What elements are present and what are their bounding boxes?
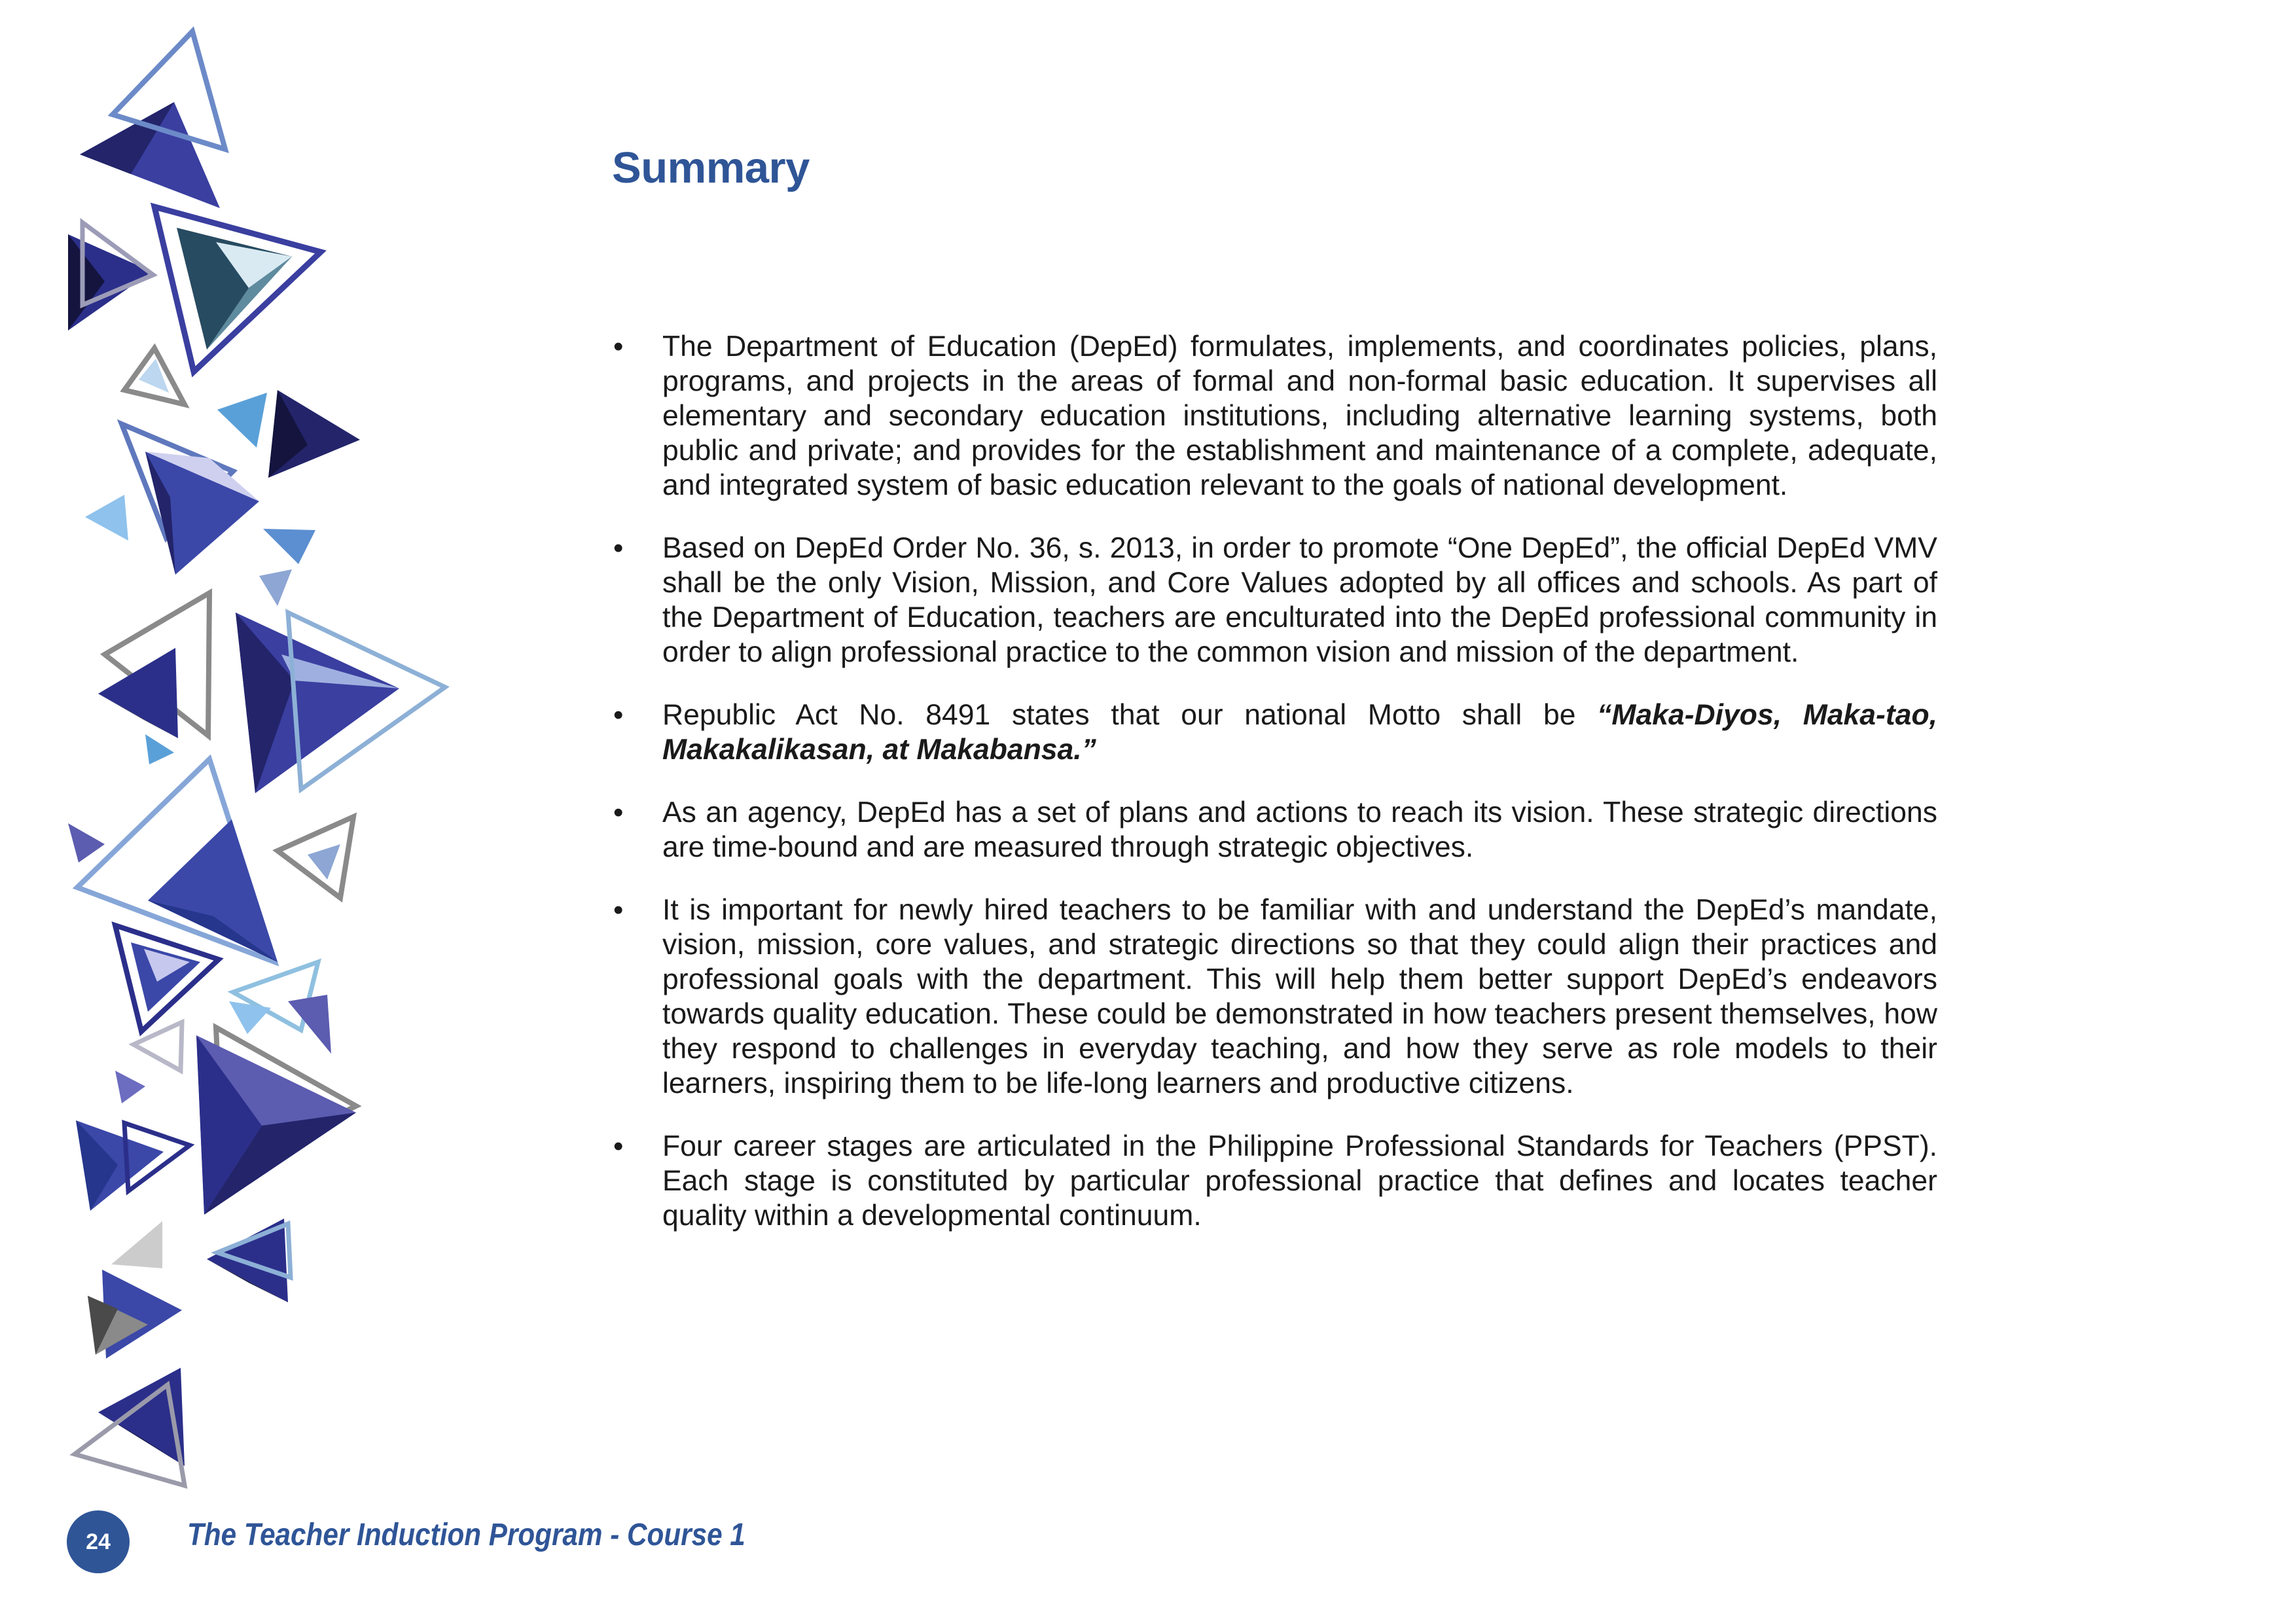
list-item-text: Republic Act No. 8491 states that our national Motto shall be bbox=[662, 699, 1598, 731]
bullet: • bbox=[613, 699, 624, 731]
list-item bbox=[612, 698, 1937, 767]
list-item bbox=[612, 795, 1937, 865]
bullet: • bbox=[613, 894, 624, 926]
decorative-triangles bbox=[0, 0, 471, 1492]
page-number: 24 bbox=[86, 1529, 111, 1554]
list-item bbox=[612, 893, 1937, 1101]
list-item-text: The Department of Education (DepEd) formulates, implements, and coordinates policies, plans, programs, and projects in the areas of formal and non-formal basic education. It supervises all elementary and secondary education institutions, including alternative learning systems, both public and private; and provides for the establishment and maintenance of a complete, adequate, and integrated system of basic education relevant to the goals of national development. bbox=[662, 330, 1937, 501]
bullet: • bbox=[613, 532, 624, 564]
national-motto: “Maka-Diyos, Maka-tao, Makakalikasan, at Makabansa.” bbox=[662, 699, 1937, 766]
list-item-text: It is important for newly hired teachers to be familiar with and understand the DepEd’s mandate, vision, mission, core values, and strategic directions so that they could align their practices and professional goals with the department. This will help them better support DepEd’s endeavors towards quality education. These could be demonstrated in how teachers present themselves, how they respond to challenges in everyday teaching, and how they serve as role models to their learners, inspiring them to be life-long learners and productive citizens. bbox=[662, 894, 1937, 1099]
list-item-text: Based on DepEd Order No. 36, s. 2013, in order to promote “One DepEd”, the official DepEd VMV shall be the only Vision, Mission, and Core Values adopted by all offices and schools. As part of the Department of Education, teachers are enculturated into the DepEd professional community in order to align professional practice to the common vision and mission of the department. bbox=[662, 532, 1937, 668]
list-item bbox=[612, 1129, 1937, 1233]
page-title: Summary bbox=[612, 143, 810, 192]
bullet: • bbox=[613, 330, 624, 363]
list-item bbox=[612, 531, 1937, 669]
bullet: • bbox=[613, 796, 624, 829]
list-item-text: Four career stages are articulated in the Philippine Professional Standards for Teachers (PPST). Each stage is constituted by particular professional practice that defines and locates teacher quality within a developmental continuum. bbox=[662, 1130, 1937, 1232]
summary-list bbox=[612, 329, 1937, 1261]
list-item bbox=[612, 329, 1937, 503]
bullet: • bbox=[613, 1130, 624, 1162]
page-number-badge bbox=[67, 1510, 130, 1573]
list-item-text: As an agency, DepEd has a set of plans and actions to reach its vision. These strategic directions are time-bound and are measured through strategic objectives. bbox=[662, 796, 1937, 863]
footer-title: The Teacher Induction Program - Course 1 bbox=[187, 1518, 745, 1552]
